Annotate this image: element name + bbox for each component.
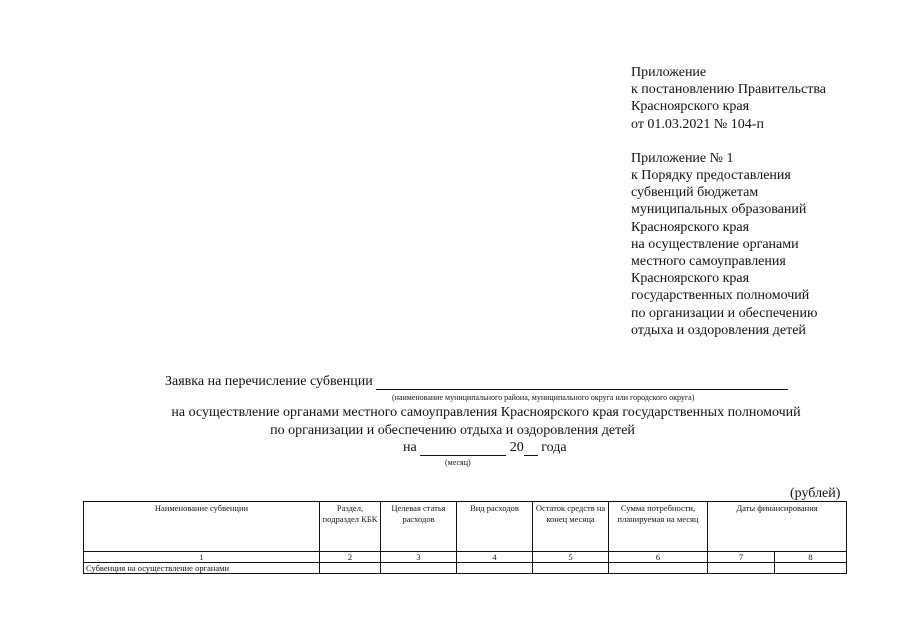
subvention-table — [83, 501, 847, 574]
appendix-line: по организации и обеспечению — [631, 305, 818, 321]
appendix-line: Красноярского края — [631, 99, 750, 115]
column-number: 2 — [320, 552, 381, 563]
appendix-line: от 01.03.2021 № 104-п — [631, 116, 764, 132]
request-title: Заявка на перечисление субвенции — [165, 374, 373, 389]
year-prefix: 20 — [509, 440, 524, 455]
table-row — [84, 563, 847, 574]
column-number: 5 — [533, 552, 609, 563]
request-subtitle-line: по организации и обеспечению отдыха и оздоровления детей — [270, 423, 635, 438]
table-cell — [457, 563, 533, 574]
appendix-line: на осуществление органами — [631, 236, 799, 252]
appendix-line: Приложение № 1 — [631, 150, 734, 166]
column-number: 6 — [609, 552, 708, 563]
table-cell — [381, 563, 457, 574]
appendix-spacer — [631, 133, 826, 150]
appendix-line: местного самоуправления — [631, 254, 786, 270]
table-header-cell: Целевая статья расходов — [381, 502, 457, 552]
appendix-line: Приложение — [631, 65, 707, 80]
column-number: 7 — [708, 552, 775, 563]
appendix-line: отдыха и оздоровления детей — [631, 322, 806, 338]
table-header-cell: Раздел, подраздел КБК — [320, 502, 381, 552]
table-header-row — [84, 502, 847, 552]
table-cell — [775, 563, 847, 574]
column-number: 3 — [381, 552, 457, 563]
column-number: 4 — [457, 552, 533, 563]
table-cell — [533, 563, 609, 574]
table-header-cell: Даты финансирования — [708, 502, 847, 552]
period-prefix: на — [403, 440, 417, 455]
municipality-note: (наименование муниципального района, муниципального округа или городского округа) — [392, 393, 695, 402]
table-cell — [320, 563, 381, 574]
appendix-line: к постановлению Правительства — [631, 82, 827, 98]
table-cell — [609, 563, 708, 574]
appendix-line: субвенций бюджетам — [631, 185, 759, 201]
table-header-cell: Остаток средств на конец месяца — [533, 502, 609, 552]
request-subtitle-line: на осуществление органами местного самоуправления Красноярского края государственных полномочий — [171, 405, 801, 420]
table-cell — [708, 563, 775, 574]
table-header-cell: Сумма потребности, планируемая на месяц — [609, 502, 708, 552]
table-header-cell: Вид расходов — [457, 502, 533, 552]
units-label: (рублей) — [790, 486, 841, 501]
appendix-line: Красноярского края — [631, 271, 750, 287]
appendix-block — [631, 64, 826, 339]
request-title-row — [165, 374, 788, 390]
appendix-line: государственных полномочий — [631, 288, 810, 304]
appendix-line: к Порядку предоставления — [631, 168, 791, 184]
appendix-line: муниципальных образований — [631, 202, 807, 218]
period-line — [403, 440, 567, 456]
municipality-blank — [376, 375, 788, 390]
table-header-cell: Наименование субвенции — [84, 502, 320, 552]
table-number-row — [84, 552, 847, 563]
year-blank — [524, 442, 538, 456]
period-suffix: года — [541, 440, 567, 455]
month-blank — [420, 442, 506, 456]
column-number: 1 — [84, 552, 320, 563]
column-number: 8 — [775, 552, 847, 563]
table-cell: Субвенция на осуществление органами — [84, 563, 320, 574]
month-note: (месяц) — [445, 458, 471, 467]
appendix-line: Красноярского края — [631, 219, 750, 235]
